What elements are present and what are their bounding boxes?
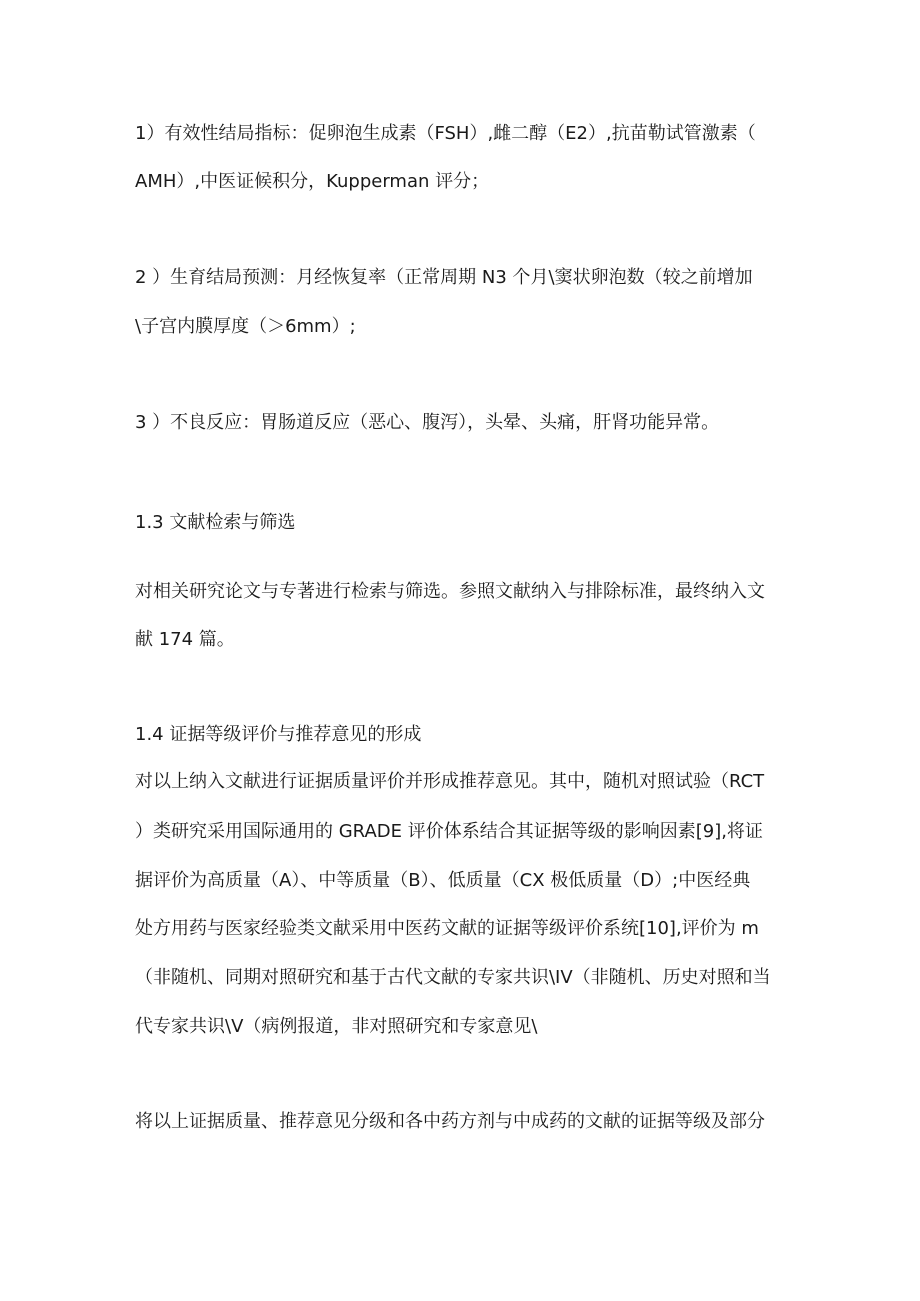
fertility-outcome-line-1: 2 ）生育结局预测：月经恢复率（正常周期 N3 个月\窦状卵泡数（较之前增加 <box>135 267 753 288</box>
evidence-grading-line-4: 处方用药与医家经验类文献采用中医药文献的证据等级评价系统[10],评价为 m <box>135 918 759 939</box>
evidence-grading-line-5: （非随机、同期对照研究和基于古代文献的专家共识\IV（非随机、历史对照和当 <box>135 967 771 988</box>
evidence-grading-line-3: 据评价为高质量（A）、中等质量（B）、低质量（CX 极低质量（D）;中医经典 <box>135 870 751 891</box>
evidence-grading-line-1: 对以上纳入文献进行证据质量评价并形成推荐意见。其中，随机对照试验（RCT <box>135 771 765 792</box>
literature-search-line-1: 对相关研究论文与专著进行检索与筛选。参照文献纳入与排除标准，最终纳入文 <box>135 581 765 602</box>
outcome-efficacy-line-1: 1）有效性结局指标：促卵泡生成素（FSH）,雌二醇（E2）,抗苗勒试管激素（ <box>135 123 756 144</box>
evidence-grading-line-6: 代专家共识\V（病例报道，非对照研究和专家意见\ <box>135 1016 538 1037</box>
section-heading-1-3: 1.3 文献检索与筛选 <box>135 512 296 533</box>
adverse-reaction-line: 3 ）不良反应：胃肠道反应（恶心、腹泻），头晕、头痛，肝肾功能异常。 <box>135 412 720 433</box>
literature-search-line-2: 献 174 篇。 <box>135 629 235 650</box>
evidence-grading-line-2: ）类研究采用国际通用的 GRADE 评价体系结合其证据等级的影响因素[9],将证 <box>135 821 763 842</box>
section-heading-1-4: 1.4 证据等级评价与推荐意见的形成 <box>135 724 422 745</box>
fertility-outcome-line-2: \子宫内膜厚度（＞6mm）; <box>135 316 356 337</box>
outcome-efficacy-line-2: AMH）,中医证候积分，Kupperman 评分； <box>135 171 490 192</box>
summary-line-1: 将以上证据质量、推荐意见分级和各中药方剂与中成药的文献的证据等级及部分 <box>135 1111 765 1132</box>
